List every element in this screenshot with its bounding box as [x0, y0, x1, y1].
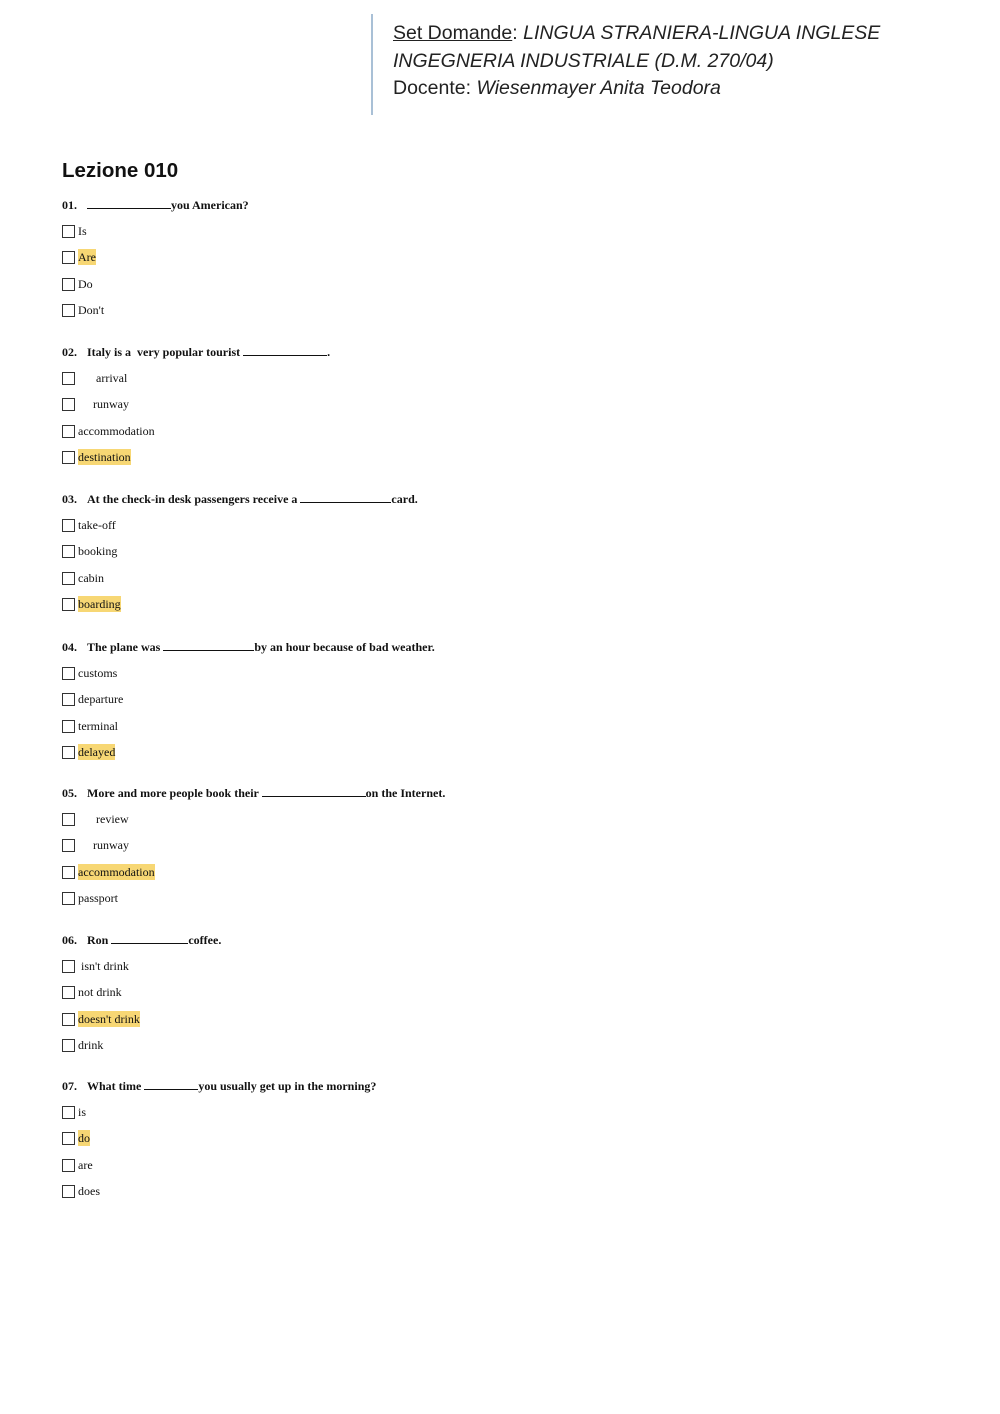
answer-label: terminal — [78, 718, 118, 733]
answer-blank — [262, 785, 366, 797]
answer-label: isn't drink — [78, 959, 129, 973]
question-1 — [62, 197, 249, 328]
question-number: 02. — [62, 345, 77, 359]
set-value: LINGUA STRANIERA-LINGUA INGLESE — [523, 22, 881, 44]
answer-label: drink — [78, 1037, 104, 1052]
set-line: Set Domande: LINGUA STRANIERA-LINGUA INGLESE — [393, 22, 881, 44]
question-text-after: by an hour because of bad weather. — [254, 640, 435, 654]
answer-blank — [300, 491, 391, 503]
lesson-title: Lezione 010 — [62, 159, 179, 182]
question-2 — [62, 344, 330, 475]
answer-option[interactable] — [62, 1037, 221, 1063]
checkbox[interactable] — [62, 598, 75, 611]
answer-blank — [163, 639, 254, 651]
answer-label: Don't — [78, 302, 105, 317]
question-7 — [62, 1078, 376, 1209]
question-text-after: on the Internet. — [365, 786, 446, 800]
checkbox[interactable] — [62, 892, 75, 905]
answer-label: runway — [78, 397, 129, 412]
question-text-before: At the check-in desk passengers receive a — [87, 492, 301, 506]
answer-option[interactable] — [62, 1011, 221, 1037]
answer-option[interactable] — [62, 811, 445, 837]
answer-blank — [111, 932, 188, 944]
checkbox[interactable] — [62, 1132, 75, 1145]
checkbox[interactable] — [62, 813, 75, 826]
answer-option[interactable] — [62, 249, 249, 275]
answer-label: review — [78, 812, 129, 826]
question-3 — [62, 491, 418, 622]
answer-option[interactable] — [62, 449, 330, 475]
checkbox[interactable] — [62, 746, 75, 759]
answer-option[interactable] — [62, 1183, 376, 1209]
answer-option[interactable] — [62, 837, 445, 863]
question-6 — [62, 932, 221, 1063]
answer-option[interactable] — [62, 1130, 376, 1156]
answer-option[interactable] — [62, 423, 330, 449]
answer-label: is — [78, 1105, 87, 1119]
answer-blank — [87, 197, 171, 209]
header-divider — [371, 14, 373, 115]
answer-option[interactable] — [62, 744, 435, 770]
question-text — [62, 639, 435, 665]
checkbox[interactable] — [62, 866, 75, 879]
question-text — [62, 344, 330, 370]
checkbox[interactable] — [62, 278, 75, 291]
course-line — [393, 48, 880, 76]
question-text-before: Ron — [87, 933, 112, 947]
question-text — [62, 1078, 376, 1104]
teacher-label: Docente: — [393, 77, 477, 99]
checkbox[interactable] — [62, 225, 75, 238]
question-number: 04. — [62, 640, 77, 654]
question-4 — [62, 639, 435, 770]
answer-blank — [144, 1078, 198, 1090]
question-text-before: The plane was — [87, 640, 164, 654]
answer-label: Do — [78, 276, 93, 291]
teacher-value: Wiesenmayer Anita Teodora — [476, 77, 721, 99]
correct-answer-label: boarding — [78, 596, 121, 611]
answer-label: are — [78, 1157, 93, 1172]
checkbox[interactable] — [62, 519, 75, 532]
checkbox[interactable] — [62, 1185, 75, 1198]
answer-option[interactable] — [62, 302, 249, 328]
set-label: Set Domande — [393, 22, 513, 44]
answer-label: not drink — [78, 985, 122, 1000]
answer-option[interactable] — [62, 864, 445, 890]
checkbox[interactable] — [62, 1013, 75, 1026]
question-text-before: What time — [87, 1079, 145, 1093]
checkbox[interactable] — [62, 1039, 75, 1052]
checkbox[interactable] — [62, 398, 75, 411]
checkbox[interactable] — [62, 304, 75, 317]
question-text — [62, 491, 418, 517]
checkbox[interactable] — [62, 839, 75, 852]
checkbox[interactable] — [62, 572, 75, 585]
question-number: 06. — [62, 933, 77, 947]
answer-option[interactable] — [62, 276, 249, 302]
correct-answer-label: doesn't drink — [78, 1011, 140, 1026]
answer-option[interactable] — [62, 570, 418, 596]
answer-option[interactable] — [62, 543, 418, 569]
checkbox[interactable] — [62, 720, 75, 733]
question-text — [62, 932, 221, 958]
document-header — [393, 20, 880, 103]
question-text-before: Italy is a very popular tourist — [87, 345, 244, 359]
question-text-after: you usually get up in the morning? — [198, 1079, 377, 1093]
answer-option[interactable] — [62, 691, 435, 717]
teacher-line — [393, 75, 880, 103]
answer-label: cabin — [78, 570, 104, 585]
checkbox[interactable] — [62, 251, 75, 264]
answer-option[interactable] — [62, 517, 418, 543]
checkbox[interactable] — [62, 693, 75, 706]
answer-option[interactable] — [62, 370, 330, 396]
question-5 — [62, 785, 445, 916]
answer-label: runway — [78, 838, 129, 853]
answer-option[interactable] — [62, 596, 418, 622]
checkbox[interactable] — [62, 451, 75, 464]
answer-label: take-off — [78, 518, 116, 532]
question-text-before: More and more people book their — [87, 786, 262, 800]
checkbox[interactable] — [62, 545, 75, 558]
question-text — [62, 785, 445, 811]
question-number: 05. — [62, 786, 77, 800]
question-number: 07. — [62, 1079, 77, 1093]
checkbox[interactable] — [62, 1106, 75, 1119]
answer-label: arrival — [78, 371, 128, 385]
correct-answer-label: destination — [78, 449, 131, 464]
answer-label: customs — [78, 666, 118, 680]
checkbox[interactable] — [62, 986, 75, 999]
answer-label: does — [78, 1183, 100, 1198]
answer-label: departure — [78, 692, 124, 707]
answer-label: Is — [78, 224, 87, 238]
answer-label: accommodation — [78, 423, 155, 438]
correct-answer-label: delayed — [78, 744, 116, 759]
checkbox[interactable] — [62, 1159, 75, 1172]
question-text-after: you American? — [171, 198, 249, 212]
checkbox[interactable] — [62, 372, 75, 385]
answer-option[interactable] — [62, 890, 445, 916]
checkbox[interactable] — [62, 667, 75, 680]
question-text-after: card. — [391, 492, 418, 506]
correct-answer-label: accommodation — [78, 864, 155, 879]
course-value: INGEGNERIA INDUSTRIALE (D.M. 270/04) — [393, 49, 774, 72]
checkbox[interactable] — [62, 960, 75, 973]
correct-answer-label: Are — [78, 250, 96, 265]
answer-option[interactable] — [62, 396, 330, 422]
answer-option[interactable] — [62, 223, 249, 249]
answer-option[interactable] — [62, 718, 435, 744]
answer-blank — [243, 344, 327, 356]
correct-answer-label: do — [78, 1131, 90, 1146]
answer-option[interactable] — [62, 1157, 376, 1183]
answer-option[interactable] — [62, 984, 221, 1010]
answer-option[interactable] — [62, 1104, 376, 1130]
question-number: 03. — [62, 492, 77, 506]
checkbox[interactable] — [62, 425, 75, 438]
answer-option[interactable] — [62, 665, 435, 691]
answer-label: passport — [78, 890, 118, 905]
question-text-after: . — [327, 345, 331, 359]
question-text — [62, 197, 249, 223]
question-text-after: coffee. — [188, 933, 222, 947]
answer-label: booking — [78, 544, 118, 559]
question-number: 01. — [62, 198, 77, 212]
answer-option[interactable] — [62, 958, 221, 984]
